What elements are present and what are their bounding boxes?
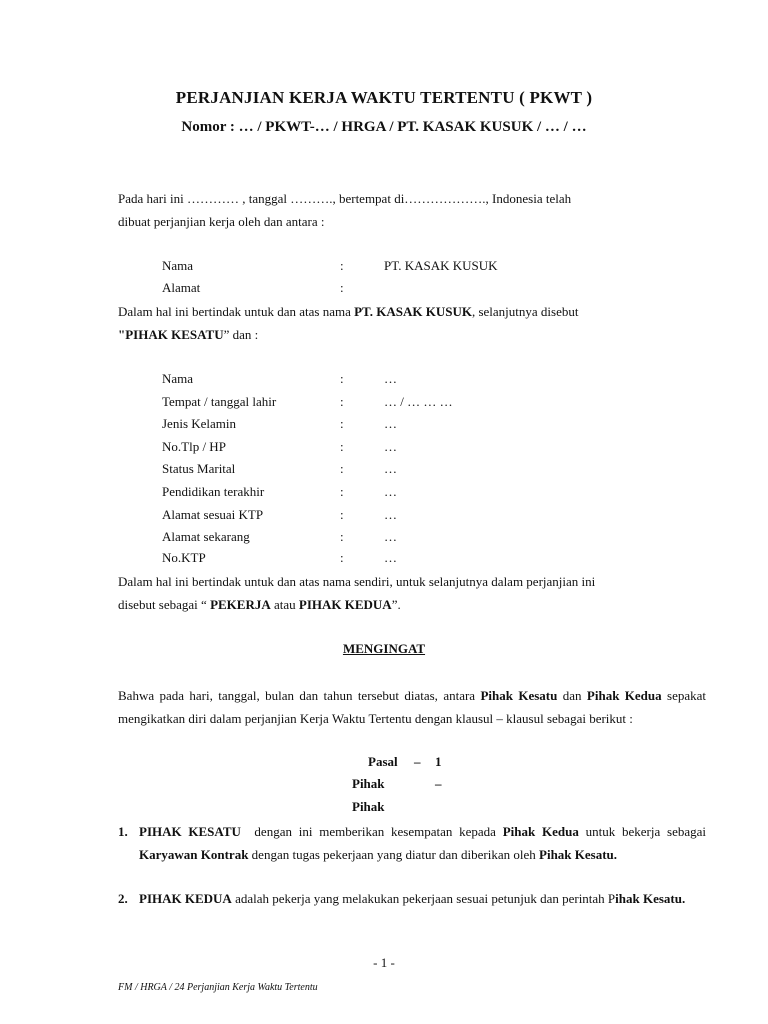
- quote-mark: ": [118, 327, 126, 342]
- document-title: PERJANJIAN KERJA WAKTU TERTENTU ( PKWT ): [175, 88, 593, 107]
- document-number: Nomor : … / PKWT-… / HRGA / PT. KASAK KUSUK / … / …: [181, 119, 587, 135]
- party1-statement-line-1: [118, 300, 706, 323]
- field-value: …: [384, 484, 397, 499]
- clause-text: untuk bekerja sebagai: [578, 824, 707, 839]
- clause-party: Pihak Kedua: [502, 824, 579, 839]
- recital-text: sepakat mengikatkan diri dalam perjanjian Kerja Waktu Tertentu dengan klausul – klausul sebagai berikut :: [118, 688, 707, 726]
- clause-number: 1.: [118, 824, 128, 839]
- field-value: …: [384, 529, 397, 544]
- clause-body: [139, 887, 706, 910]
- party2-field: [162, 369, 682, 389]
- field-colon: :: [340, 507, 344, 522]
- pasal-dash: –: [414, 754, 421, 769]
- party1-role: PIHAK KESATU: [125, 327, 224, 342]
- field-value: …: [384, 507, 397, 522]
- recital-paragraph: [118, 684, 706, 730]
- recital-party-2: Pihak Kedua: [586, 688, 662, 703]
- field-label: Nama: [162, 371, 194, 386]
- field-colon: :: [340, 550, 344, 565]
- clause-role: Karyawan Kontrak: [139, 847, 249, 862]
- statement-text: disebut sebagai “: [118, 597, 211, 612]
- party2-field: [162, 459, 682, 479]
- field-label: Tempat / tanggal lahir: [162, 394, 277, 409]
- clause-party: Pihak Kesatu.: [539, 847, 618, 862]
- clause-body: [139, 820, 706, 866]
- field-label: No.Tlp / HP: [162, 439, 226, 454]
- pasal-subtitle-2: Pihak: [352, 799, 385, 814]
- clause-item: [118, 820, 706, 866]
- party2-role-1: PEKERJA: [210, 597, 271, 612]
- party2-field: [162, 527, 682, 547]
- field-value: …: [384, 550, 397, 565]
- field-value: …: [384, 416, 397, 431]
- pasal-subtitle-dash: –: [435, 776, 442, 791]
- clause-number: 2.: [118, 891, 128, 906]
- field-colon: :: [340, 416, 344, 431]
- clause-party: ihak Kesatu.: [615, 891, 686, 906]
- party2-field: [162, 414, 682, 434]
- field-label: No.KTP: [162, 550, 206, 565]
- field-label: Alamat: [162, 280, 201, 295]
- recital-text: dan: [557, 688, 587, 703]
- field-label: Alamat sekarang: [162, 529, 250, 544]
- section-heading: MENGINGAT: [342, 641, 426, 656]
- field-value: PT. KASAK KUSUK: [384, 258, 498, 273]
- field-colon: :: [340, 529, 344, 544]
- party2-field: [162, 392, 682, 412]
- pasal-label: Pasal: [368, 754, 398, 769]
- field-colon: :: [340, 371, 344, 386]
- party2-field: [162, 505, 682, 525]
- party1-statement-line-2: [118, 323, 706, 346]
- party2-statement: [118, 570, 706, 616]
- party2-statement-line-1: Dalam hal ini bertindak untuk dan atas nama sendiri, untuk selanjutnya dalam perjanjian ini: [118, 574, 596, 589]
- opening-line-1: Pada hari ini ………… , tanggal ………., bertempat di………………., Indonesia telah: [118, 191, 572, 206]
- party2-field: [162, 437, 682, 457]
- party1-statement: [118, 300, 706, 346]
- field-colon: :: [340, 258, 344, 273]
- field-colon: :: [340, 280, 344, 295]
- clause-item: [118, 887, 706, 910]
- field-label: Nama: [162, 258, 194, 273]
- field-value: … / … … …: [384, 394, 453, 409]
- pasal-subtitle-1: Pihak: [352, 776, 385, 791]
- field-colon: :: [340, 394, 344, 409]
- pasal-number: 1: [435, 754, 442, 769]
- party1-field-address: [162, 278, 682, 298]
- party2-statement-line-2: [118, 593, 706, 616]
- field-label: Jenis Kelamin: [162, 416, 237, 431]
- clause-party: PIHAK KESATU: [139, 824, 241, 839]
- footer-text: FM / HRGA / 24 Perjanjian Kerja Waktu Tertentu: [118, 982, 318, 993]
- party2-role-2: PIHAK KEDUA: [298, 597, 392, 612]
- field-colon: :: [340, 461, 344, 476]
- party1-field-name: [162, 256, 682, 276]
- recital-party-1: Pihak Kesatu: [480, 688, 558, 703]
- opening-paragraph: [118, 187, 706, 233]
- party2-field: [162, 548, 682, 568]
- party2-field: [162, 482, 682, 502]
- opening-line-2: dibuat perjanjian kerja oleh dan antara :: [118, 214, 325, 229]
- field-label: Pendidikan terakhir: [162, 484, 265, 499]
- field-value: …: [384, 439, 397, 454]
- statement-text: , selanjutnya disebut: [471, 304, 579, 319]
- field-label: Alamat sesuai KTP: [162, 507, 264, 522]
- page-number: - 1 -: [373, 955, 395, 970]
- recital-text: Bahwa pada hari, tanggal, bulan dan tahun tersebut diatas, antara: [118, 688, 481, 703]
- company-name: PT. KASAK KUSUK: [354, 304, 472, 319]
- statement-text: ” dan :: [223, 327, 259, 342]
- field-colon: :: [340, 439, 344, 454]
- statement-text: atau: [270, 597, 299, 612]
- clause-text: adalah pekerja yang melakukan pekerjaan sesuai petunjuk dan perintah P: [231, 891, 616, 906]
- field-value: …: [384, 461, 397, 476]
- field-value: …: [384, 371, 397, 386]
- statement-text: ”.: [391, 597, 401, 612]
- clause-party: PIHAK KEDUA: [139, 891, 232, 906]
- clause-text: dengan ini memberikan kesempatan kepada: [240, 824, 503, 839]
- field-colon: :: [340, 484, 344, 499]
- field-label: Status Marital: [162, 461, 236, 476]
- clause-text: dengan tugas pekerjaan yang diatur dan diberikan oleh: [248, 847, 540, 862]
- statement-text: Dalam hal ini bertindak untuk dan atas nama: [118, 304, 355, 319]
